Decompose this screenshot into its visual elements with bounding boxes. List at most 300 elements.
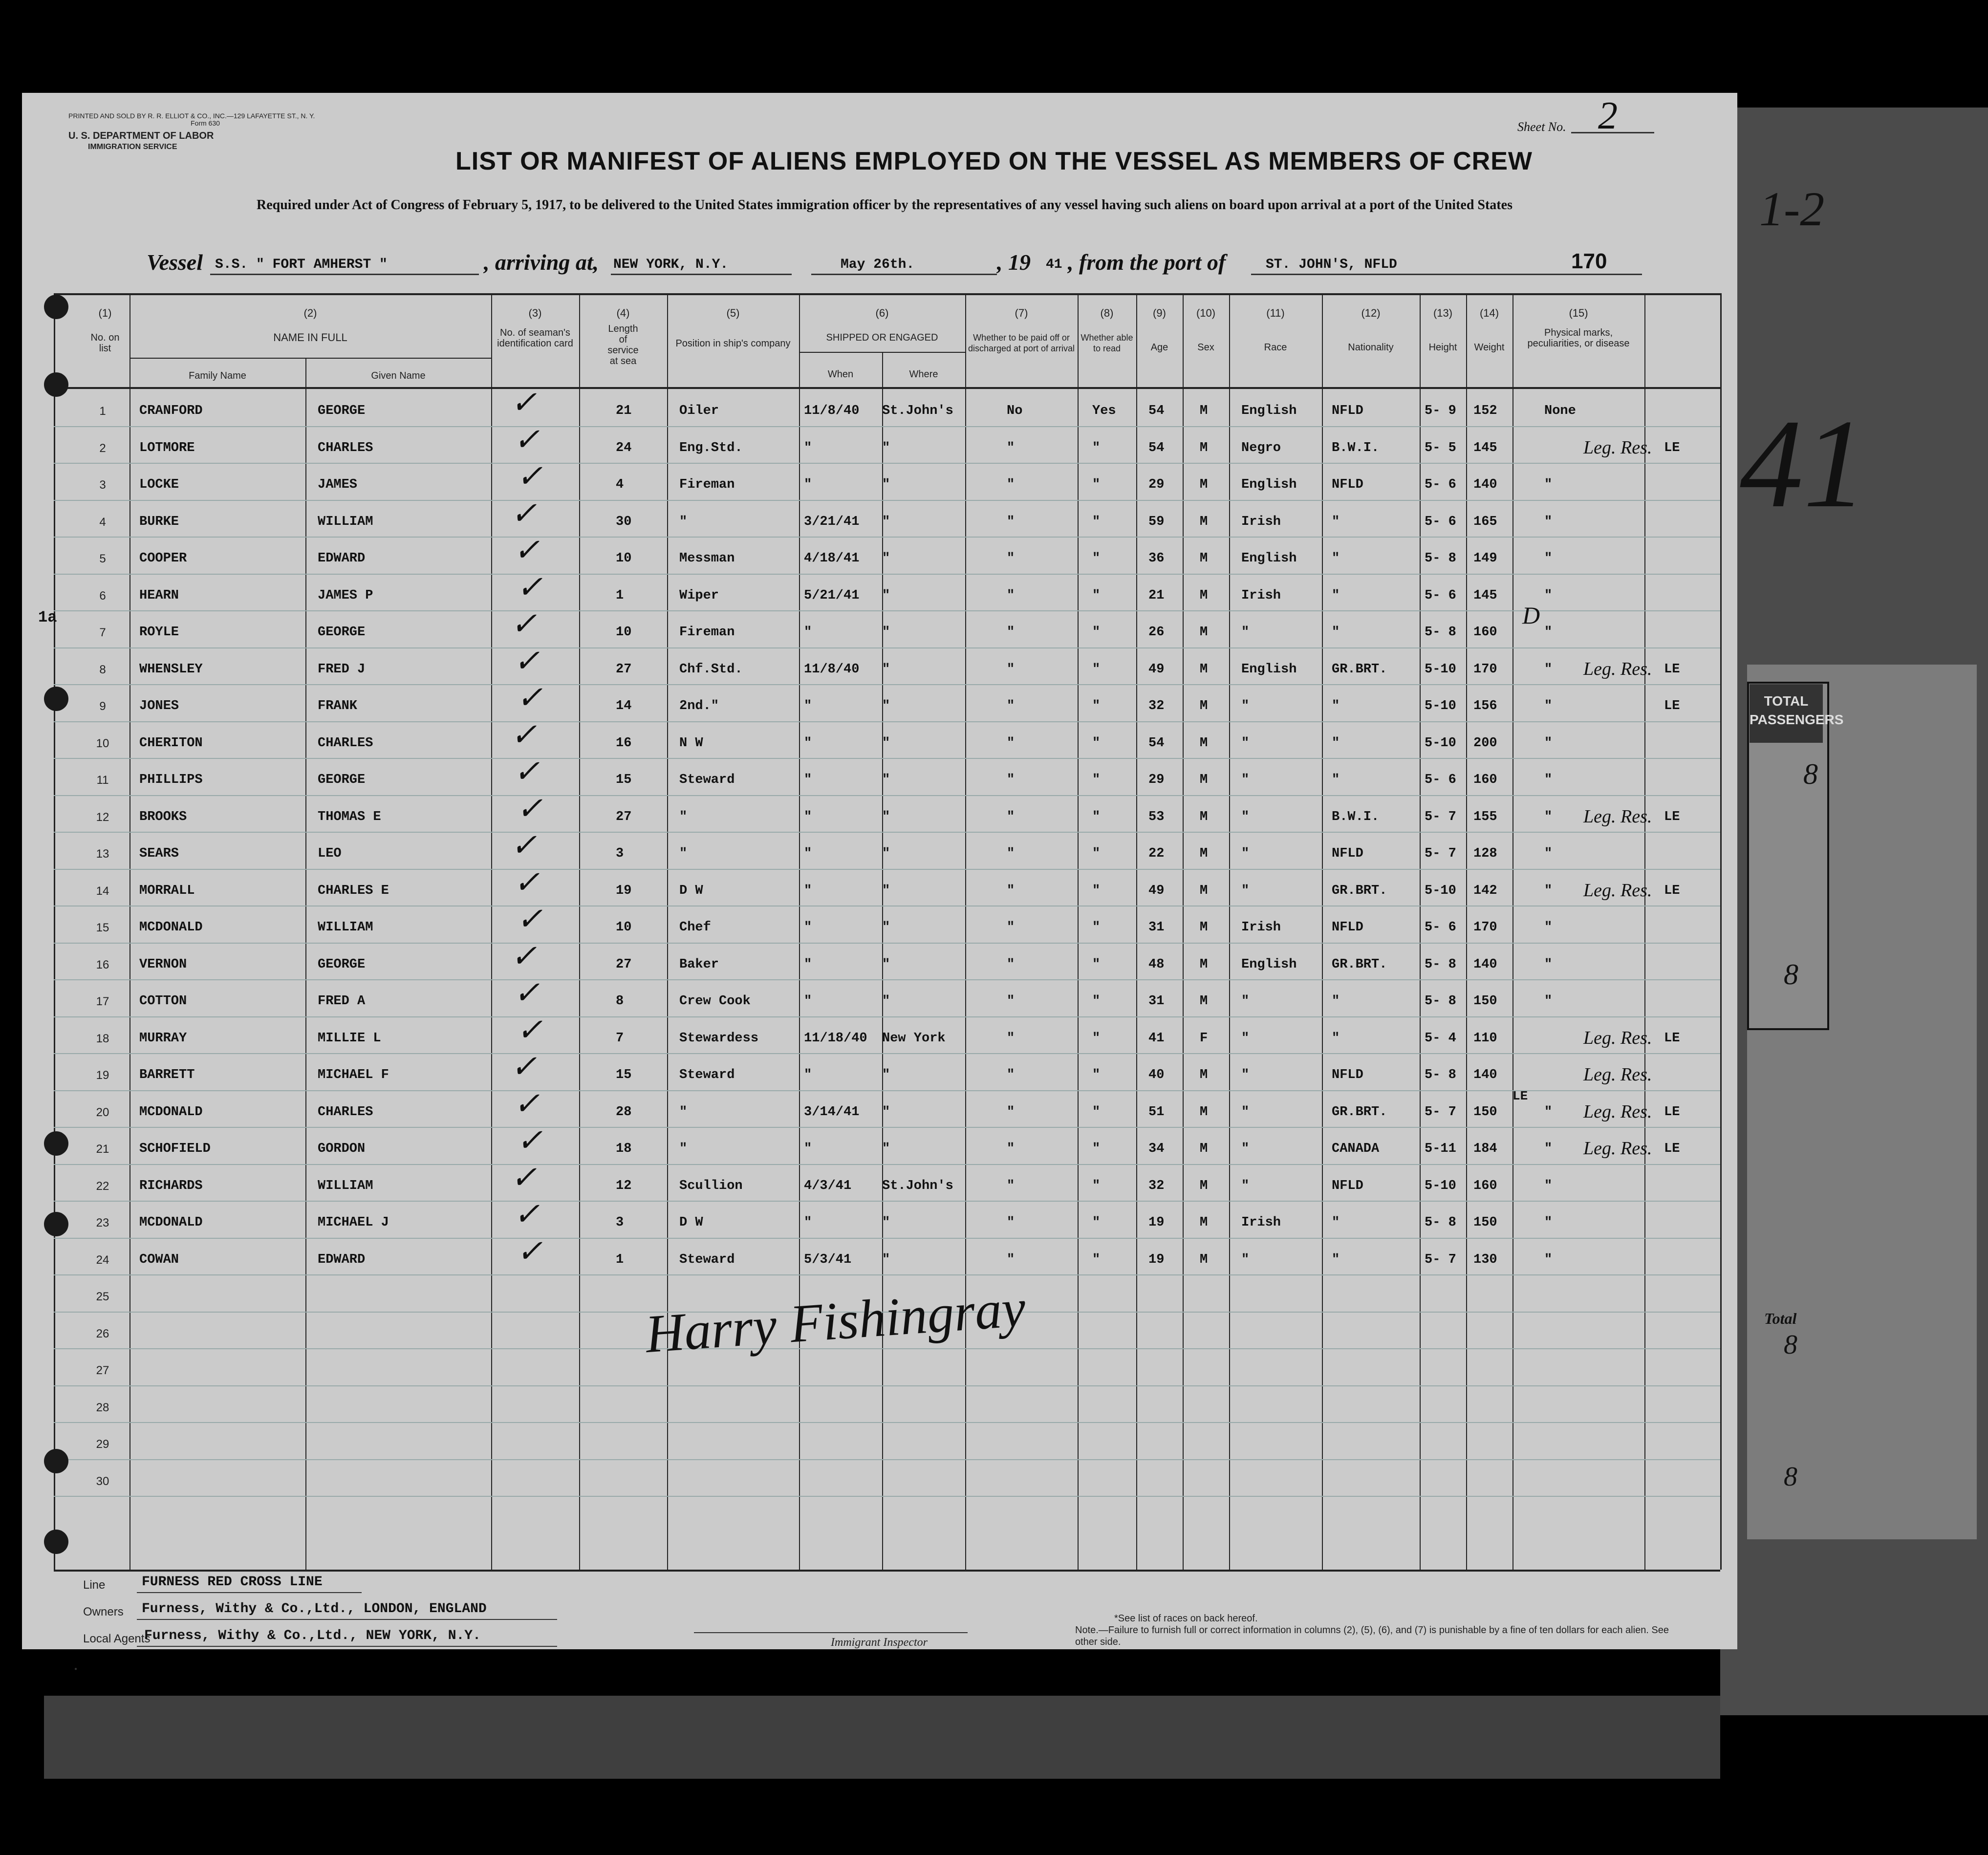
column-rule — [1644, 293, 1645, 1570]
shipped-where-cell: " — [882, 1104, 890, 1120]
line-label: Line — [83, 1578, 106, 1592]
races-note: *See list of races on back hereof. — [1114, 1613, 1258, 1624]
col-num-13: (13) — [1433, 307, 1453, 319]
col-paid-off: Whether to be paid off or discharged at port of arrival — [968, 333, 1075, 353]
age-cell: 31 — [1148, 920, 1165, 935]
shipped-where-cell: " — [882, 625, 890, 640]
row-rule — [54, 1016, 1720, 1017]
row6-mark: D — [1522, 602, 1540, 629]
age-cell: 49 — [1148, 662, 1165, 677]
paid-off-cell: " — [1007, 1031, 1015, 1046]
paid-off-cell: " — [1007, 551, 1015, 566]
nationality-cell: " — [1332, 588, 1340, 603]
family-name-cell: LOTMORE — [139, 440, 195, 455]
marks-cell: " — [1544, 1142, 1553, 1156]
row-number: 16 — [96, 958, 109, 971]
race-cell: Irish — [1241, 514, 1281, 529]
row-number: 26 — [96, 1327, 109, 1340]
sex-cell: M — [1200, 440, 1208, 455]
service-cell: 27 — [616, 662, 632, 677]
col-num-8: (8) — [1100, 307, 1114, 319]
col-marks: Physical marks, peculiarities, or disease — [1527, 327, 1630, 349]
age-cell: 51 — [1148, 1104, 1165, 1120]
shipped-when-cell: " — [804, 883, 812, 898]
marks-cell: " — [1544, 994, 1553, 1009]
sex-cell: M — [1200, 699, 1208, 713]
sex-cell: M — [1200, 514, 1208, 529]
owners-label: Owners — [83, 1605, 124, 1618]
given-name-cell: WILLIAM — [318, 920, 373, 935]
shipped-when-cell: " — [804, 1142, 812, 1156]
column-rule — [965, 293, 966, 1570]
paid-off-cell: " — [1007, 1178, 1015, 1193]
sex-cell: M — [1200, 1178, 1208, 1193]
column-rule — [1183, 293, 1184, 1570]
row-rule — [54, 426, 1720, 427]
column-rule — [799, 293, 800, 1570]
check-mark-icon: ✓ — [517, 902, 543, 936]
inspector-label: Immigrant Inspector — [831, 1636, 928, 1649]
row19-mark: LE — [1513, 1089, 1528, 1103]
service-cell: 16 — [616, 735, 632, 751]
height-cell: 5- 8 — [1425, 1068, 1456, 1082]
age-cell: 19 — [1148, 1215, 1165, 1230]
race-cell: English — [1241, 662, 1297, 677]
nationality-cell: " — [1332, 994, 1340, 1009]
shipped-where-cell: " — [882, 1215, 890, 1230]
check-mark-icon: ✓ — [514, 1086, 540, 1121]
col-no-on-list: No. on list — [90, 332, 120, 354]
service-cell: 10 — [616, 551, 632, 566]
row-rule — [54, 721, 1720, 722]
row-rule — [54, 832, 1720, 833]
row-rule — [54, 795, 1720, 796]
row-rule — [54, 610, 1720, 611]
position-cell: 2nd." — [679, 699, 719, 713]
race-cell: Negro — [1241, 440, 1281, 455]
col-num-4: (4) — [616, 307, 630, 319]
weight-cell: 200 — [1473, 735, 1497, 751]
weight-cell: 156 — [1473, 699, 1497, 713]
age-cell: 29 — [1148, 773, 1165, 787]
family-name-cell: PHILLIPS — [139, 773, 203, 787]
check-mark-icon: ✓ — [514, 1197, 540, 1231]
able-read-cell: " — [1092, 809, 1101, 824]
col-name-in-full: NAME IN FULL — [273, 331, 347, 344]
sex-cell: M — [1200, 883, 1208, 898]
height-cell: 5- 6 — [1425, 588, 1456, 603]
weight-cell: 128 — [1473, 846, 1497, 861]
paid-off-cell: " — [1007, 957, 1015, 972]
position-cell: Steward — [679, 1252, 735, 1267]
family-name-cell: BARRETT — [139, 1068, 195, 1082]
service-cell: 12 — [616, 1178, 632, 1193]
height-cell: 5- 6 — [1425, 920, 1456, 935]
race-cell: Irish — [1241, 588, 1281, 603]
age-cell: 36 — [1148, 551, 1165, 566]
binder-hole — [44, 1212, 68, 1236]
service-cell: 28 — [616, 1104, 632, 1120]
sex-cell: M — [1200, 662, 1208, 677]
able-read-cell: " — [1092, 1252, 1101, 1267]
race-cell: " — [1241, 1142, 1250, 1156]
height-cell: 5- 8 — [1425, 1215, 1456, 1230]
family-name-cell: COWAN — [139, 1252, 179, 1267]
nationality-cell: B.W.I. — [1332, 809, 1380, 824]
vessel-underline — [210, 274, 479, 275]
row-number: 29 — [96, 1438, 109, 1451]
row-rule — [54, 537, 1720, 538]
weight-cell: 140 — [1473, 957, 1497, 972]
weight-cell: 145 — [1473, 588, 1497, 603]
position-cell: D W — [679, 883, 703, 898]
col-shipped: SHIPPED OR ENGAGED — [826, 332, 938, 343]
handwritten-leg-res: Leg. Res. — [1583, 880, 1652, 901]
weight-cell: 145 — [1473, 440, 1497, 455]
race-cell: Irish — [1241, 920, 1281, 935]
note-cell: LE — [1664, 883, 1680, 898]
binder-hole — [44, 1131, 68, 1156]
nationality-cell: " — [1332, 1252, 1340, 1267]
paid-off-cell: " — [1007, 846, 1015, 861]
given-name-cell: GEORGE — [318, 957, 366, 972]
able-read-cell: " — [1092, 920, 1101, 935]
shipped-where-cell: " — [882, 735, 890, 751]
height-cell: 5- 5 — [1425, 440, 1456, 455]
marks-cell: " — [1544, 1104, 1553, 1120]
shipped-when-cell: " — [804, 809, 812, 824]
given-name-cell: EDWARD — [318, 551, 366, 566]
weight-cell: 150 — [1473, 994, 1497, 1009]
sheet-number: 2 — [1598, 94, 1618, 137]
given-name-cell: CHARLES — [318, 440, 373, 455]
sex-cell: M — [1200, 404, 1208, 418]
shipped-where-cell: " — [882, 662, 890, 677]
arriving-port: NEW YORK, N.Y. — [613, 257, 729, 272]
given-name-cell: MILLIE L — [318, 1031, 381, 1046]
col-num-15: (15) — [1569, 307, 1588, 319]
paid-off-cell: " — [1007, 662, 1015, 677]
position-cell: " — [679, 846, 688, 861]
shipped-when-cell: 5/21/41 — [804, 588, 860, 603]
row-number: 10 — [96, 736, 109, 750]
given-name-cell: GORDON — [318, 1142, 366, 1156]
nationality-cell: NFLD — [1332, 477, 1363, 492]
sex-cell: M — [1200, 1068, 1208, 1082]
shipped-when-cell: " — [804, 625, 812, 640]
age-cell: 54 — [1148, 440, 1165, 455]
able-read-cell: " — [1092, 883, 1101, 898]
race-cell: Irish — [1241, 1215, 1281, 1230]
check-mark-icon: ✓ — [517, 1123, 543, 1158]
sex-cell: M — [1200, 1252, 1208, 1267]
race-cell: " — [1241, 809, 1250, 824]
row-rule — [54, 1053, 1720, 1054]
note-cell: LE — [1664, 699, 1680, 713]
position-cell: Chf.Std. — [679, 662, 743, 677]
given-name-cell: JAMES P — [318, 588, 373, 603]
column-rule — [579, 293, 580, 1570]
service-cell: 10 — [616, 625, 632, 640]
weight-cell: 150 — [1473, 1104, 1497, 1120]
nationality-cell: " — [1332, 1031, 1340, 1046]
position-cell: Eng.Std. — [679, 440, 743, 455]
paid-off-cell: " — [1007, 735, 1015, 751]
height-cell: 5- 8 — [1425, 994, 1456, 1009]
department: U. S. DEPARTMENT OF LABOR IMMIGRATION SERVICE — [68, 130, 214, 151]
family-name-cell: COOPER — [139, 551, 187, 566]
row-number: 15 — [96, 921, 109, 934]
shipped-when-cell: 5/3/41 — [804, 1252, 852, 1267]
able-read-cell: " — [1092, 1178, 1101, 1193]
paid-off-cell: " — [1007, 477, 1015, 492]
check-mark-icon: ✓ — [517, 680, 543, 715]
signature: Harry Fishingray — [643, 1277, 1028, 1364]
check-mark-icon: ✓ — [511, 496, 537, 531]
weight-cell: 149 — [1473, 551, 1497, 566]
column-rule — [1078, 293, 1079, 1570]
given-name-cell: GEORGE — [318, 404, 366, 418]
nationality-cell: " — [1332, 551, 1340, 566]
age-cell: 53 — [1148, 809, 1165, 824]
shipped-when-cell: 3/21/41 — [804, 514, 860, 529]
sheet-underline — [1571, 132, 1654, 133]
owners-underline — [137, 1619, 557, 1620]
agents-underline — [137, 1646, 557, 1647]
height-cell: 5- 7 — [1425, 846, 1456, 861]
shipped-where-cell: " — [882, 514, 890, 529]
able-read-cell: " — [1092, 1031, 1101, 1046]
table-top-border — [54, 293, 1720, 295]
race-cell: English — [1241, 957, 1297, 972]
arriving-label: , arriving at, — [484, 250, 599, 275]
age-cell: 21 — [1148, 588, 1165, 603]
total-passengers-title: TOTAL PASSENGERS — [1750, 684, 1823, 743]
family-name-cell: MCDONALD — [139, 1104, 203, 1120]
weight-cell: 140 — [1473, 477, 1497, 492]
marks-cell: " — [1544, 625, 1553, 640]
nationality-cell: NFLD — [1332, 1068, 1363, 1082]
nationality-cell: " — [1332, 735, 1340, 751]
col-sex: Sex — [1197, 342, 1214, 353]
row-number: 19 — [96, 1069, 109, 1082]
shipped-where-cell: " — [882, 846, 890, 861]
sex-cell: M — [1200, 1142, 1208, 1156]
arrival-year: 41 — [1046, 257, 1062, 272]
column-rule — [1229, 293, 1230, 1570]
note-cell: LE — [1664, 1104, 1680, 1120]
position-cell: " — [679, 1142, 688, 1156]
service-cell: 1 — [616, 1252, 624, 1267]
height-cell: 5-10 — [1425, 735, 1456, 751]
paid-off-cell: " — [1007, 994, 1015, 1009]
union-stamp: ● — [74, 1666, 78, 1672]
marks-cell: " — [1544, 957, 1553, 972]
check-mark-icon: ✓ — [511, 717, 537, 752]
shipped-where-cell: " — [882, 551, 890, 566]
able-read-cell: Yes — [1092, 404, 1116, 418]
check-mark-icon: ✓ — [517, 1012, 543, 1047]
given-name-cell: WILLIAM — [318, 1178, 373, 1193]
handwritten-leg-res: Leg. Res. — [1583, 1101, 1652, 1122]
age-cell: 59 — [1148, 514, 1165, 529]
paid-off-cell: " — [1007, 588, 1015, 603]
race-cell: " — [1241, 1031, 1250, 1046]
date-underline — [811, 274, 997, 275]
row-rule — [54, 758, 1720, 759]
row-rule — [54, 1201, 1720, 1202]
shipped-where-cell: New York — [882, 1031, 946, 1046]
able-read-cell: " — [1092, 662, 1101, 677]
race-cell: " — [1241, 1104, 1250, 1120]
race-cell: " — [1241, 994, 1250, 1009]
sex-cell: M — [1200, 477, 1208, 492]
height-cell: 5- 6 — [1425, 773, 1456, 787]
weight-cell: 160 — [1473, 773, 1497, 787]
binder-hole — [44, 687, 68, 711]
race-cell: " — [1241, 1178, 1250, 1193]
shipped-where-cell: " — [882, 883, 890, 898]
handwritten-leg-res: Leg. Res. — [1583, 1064, 1652, 1085]
service-cell: 1 — [616, 588, 624, 603]
shipped-where-cell: " — [882, 1252, 890, 1267]
marks-cell: " — [1544, 551, 1553, 566]
row-number: 23 — [96, 1216, 109, 1229]
shipped-where-cell: " — [882, 957, 890, 972]
position-cell: Fireman — [679, 477, 735, 492]
paid-off-cell: " — [1007, 625, 1015, 640]
family-name-cell: CRANFORD — [139, 404, 203, 418]
column-rule — [54, 293, 55, 1570]
family-name-cell: SEARS — [139, 846, 179, 861]
given-name-cell: MICHAEL J — [318, 1215, 389, 1230]
height-cell: 5- 7 — [1425, 1252, 1456, 1267]
handwritten-total-2: 8 — [1784, 958, 1798, 991]
shipped-when-cell: " — [804, 477, 812, 492]
family-name-cell: LOCKE — [139, 477, 179, 492]
check-mark-icon: ✓ — [511, 938, 537, 973]
height-cell: 5-10 — [1425, 699, 1456, 713]
family-name-cell: BURKE — [139, 514, 179, 529]
age-cell: 31 — [1148, 994, 1165, 1009]
row-number: 2 — [99, 441, 106, 455]
binder-hole — [44, 1530, 68, 1554]
name-subheader-rule — [130, 358, 491, 359]
row-rule — [54, 943, 1720, 944]
nationality-cell: NFLD — [1332, 404, 1363, 418]
row-rule — [54, 1496, 1720, 1497]
age-cell: 41 — [1148, 1031, 1165, 1046]
position-cell: Scullion — [679, 1178, 743, 1193]
given-name-cell: JAMES — [318, 477, 358, 492]
column-rule — [491, 293, 492, 1570]
height-cell: 5- 8 — [1425, 625, 1456, 640]
row6-margin-mark: 1a — [38, 608, 57, 626]
handwritten-leg-res: Leg. Res. — [1583, 1027, 1652, 1048]
row-number: 24 — [96, 1253, 109, 1267]
shipped-where-cell: St.John's — [882, 1178, 953, 1193]
nationality-cell: GR.BRT. — [1332, 883, 1387, 898]
height-cell: 5- 4 — [1425, 1031, 1456, 1046]
marks-cell: " — [1544, 773, 1553, 787]
check-mark-icon: ✓ — [517, 569, 543, 604]
binder-hole — [44, 372, 68, 397]
marks-cell: None — [1544, 404, 1576, 418]
check-mark-icon: ✓ — [511, 606, 537, 641]
row-rule — [54, 869, 1720, 870]
row-rule — [54, 1274, 1720, 1275]
marks-cell: " — [1544, 809, 1553, 824]
row-number: 8 — [99, 663, 106, 676]
row-number: 9 — [99, 700, 106, 713]
col-num-9: (9) — [1153, 307, 1166, 319]
race-cell: English — [1241, 404, 1297, 418]
row-rule — [54, 574, 1720, 575]
row-number: 7 — [99, 626, 106, 639]
given-name-cell: FRED J — [318, 662, 366, 677]
weight-cell: 142 — [1473, 883, 1497, 898]
marks-cell: " — [1544, 699, 1553, 713]
nationality-cell: NFLD — [1332, 920, 1363, 935]
row-number: 3 — [99, 478, 106, 492]
manifest-table — [54, 293, 1720, 1569]
shipped-where-cell: " — [882, 809, 890, 824]
col-num-2: (2) — [303, 307, 317, 319]
race-cell: " — [1241, 699, 1250, 713]
port-label: , from the port of — [1068, 250, 1226, 275]
inspector-line — [694, 1632, 968, 1633]
paid-off-cell: " — [1007, 883, 1015, 898]
family-name-cell: CHERITON — [139, 735, 203, 751]
given-name-cell: GEORGE — [318, 625, 366, 640]
position-cell: Wiper — [679, 588, 719, 603]
col-race: Race — [1264, 342, 1287, 353]
shipped-where-cell: " — [882, 1068, 890, 1082]
handwritten-big-number: 41 — [1740, 393, 1867, 534]
year-prefix: , 19 — [997, 250, 1031, 275]
given-name-cell: FRED A — [318, 994, 366, 1009]
arriving-underline — [611, 274, 792, 275]
shipped-where-cell: " — [882, 588, 890, 603]
nationality-cell: CANADA — [1332, 1142, 1380, 1156]
row-rule — [54, 1164, 1720, 1165]
vessel-label: Vessel — [147, 250, 203, 275]
race-cell: " — [1241, 883, 1250, 898]
nationality-cell: GR.BRT. — [1332, 1104, 1387, 1120]
paid-off-cell: " — [1007, 809, 1015, 824]
marks-cell: " — [1544, 1178, 1553, 1193]
paid-off-cell: " — [1007, 920, 1015, 935]
given-name-cell: MICHAEL F — [318, 1068, 389, 1082]
sex-cell: M — [1200, 846, 1208, 861]
able-read-cell: " — [1092, 477, 1101, 492]
shipped-where-cell: St.John's — [882, 404, 953, 418]
able-read-cell: " — [1092, 1104, 1101, 1120]
height-cell: 5- 6 — [1425, 477, 1456, 492]
check-mark-icon: ✓ — [514, 864, 540, 900]
given-name-cell: CHARLES E — [318, 883, 389, 898]
age-cell: 22 — [1148, 846, 1165, 861]
column-rule — [1322, 293, 1323, 1570]
shipped-when-cell: " — [804, 440, 812, 455]
paid-off-cell: " — [1007, 440, 1015, 455]
column-rule — [1466, 293, 1467, 1570]
paid-off-cell: " — [1007, 1215, 1015, 1230]
age-cell: 26 — [1148, 625, 1165, 640]
background-sheet-bottom — [44, 1696, 1720, 1779]
table-bottom-border — [54, 1570, 1720, 1572]
service-cell: 7 — [616, 1031, 624, 1046]
